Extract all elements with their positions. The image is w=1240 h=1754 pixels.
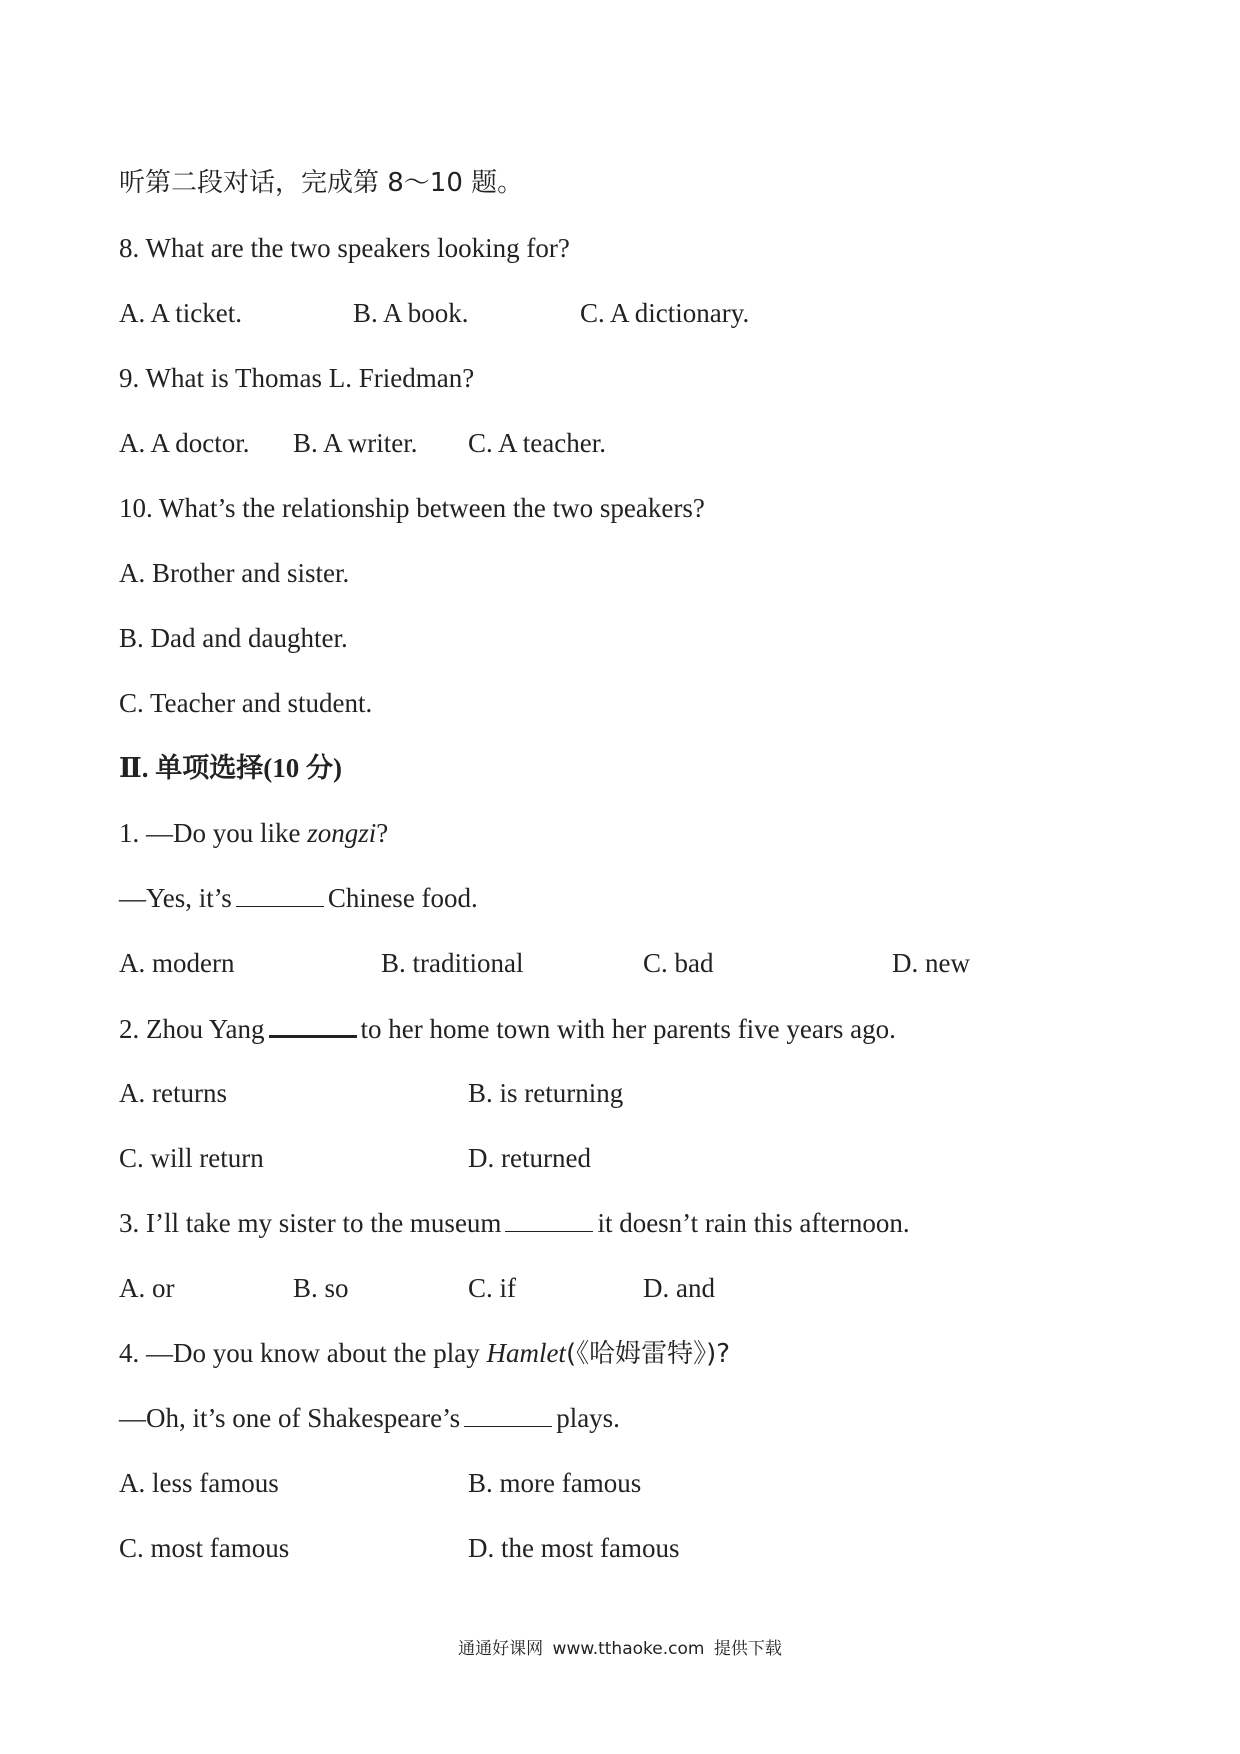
s2-option-b: B. is returning — [468, 1078, 624, 1108]
section-intro: 听第二段对话，完成第 8～10 题。 — [119, 168, 524, 198]
q8-option-c: C. A dictionary. — [580, 298, 750, 328]
answer-blank — [269, 1011, 357, 1038]
q9-option-c: C. A teacher. — [468, 428, 606, 458]
s1-option-c: C. bad — [643, 948, 714, 978]
s3-option-c: C. if — [468, 1273, 517, 1303]
s1-line1-prefix: 1. —Do you like — [119, 818, 308, 848]
s4-option-b: B. more famous — [468, 1468, 642, 1498]
q8-option-a: A. A ticket. — [119, 298, 242, 328]
single-choice-2 — [119, 1011, 896, 1045]
single-choice-4 — [119, 1336, 730, 1370]
s2-option-d: D. returned — [468, 1143, 591, 1173]
answer-blank — [505, 1207, 593, 1232]
answer-blank — [236, 882, 324, 907]
s1-option-b: B. traditional — [381, 948, 524, 978]
s2-prefix: 2. Zhou Yang — [119, 1014, 265, 1044]
s4-line1-prefix: 4. —Do you know about the play — [119, 1338, 487, 1368]
single-choice-1 — [119, 816, 388, 850]
q9-option-a: A. A doctor. — [119, 428, 250, 458]
s3-prefix: 3. I’ll take my sister to the museum — [119, 1208, 502, 1238]
section-2-heading: Ⅱ. 单项选择(10 分) — [119, 753, 342, 783]
q10-option-a: A. Brother and sister. — [119, 558, 350, 588]
s1-line1-italic: zongzi — [307, 818, 377, 848]
s2-option-a: A. returns — [119, 1078, 227, 1108]
s4-line1-italic: Hamlet — [486, 1338, 566, 1368]
s4-line2-prefix: —Oh, it’s one of Shakespeare’s — [119, 1403, 461, 1433]
s3-option-a: A. or — [119, 1273, 175, 1303]
q9-option-b: B. A writer. — [293, 428, 418, 458]
answer-blank — [464, 1402, 552, 1427]
question-8: 8. What are the two speakers looking for? — [119, 233, 570, 263]
s1-line1-suffix: ? — [376, 818, 389, 848]
q8-option-b: B. A book. — [353, 298, 469, 328]
s2-suffix: to her home town with her parents five years ago. — [360, 1014, 896, 1044]
s3-option-b: B. so — [293, 1273, 349, 1303]
q10-option-c: C. Teacher and student. — [119, 688, 373, 718]
s4-option-c: C. most famous — [119, 1533, 290, 1563]
s4-option-d: D. the most famous — [468, 1533, 680, 1563]
s2-option-c: C. will return — [119, 1143, 264, 1173]
page-footer: 通通好课网 www.tthaoke.com 提供下载 — [458, 1639, 782, 1659]
s4-line2-suffix: plays. — [556, 1403, 620, 1433]
s3-suffix: it doesn’t rain this afternoon. — [597, 1208, 910, 1238]
question-9: 9. What is Thomas L. Friedman? — [119, 363, 475, 393]
s1-option-d: D. new — [892, 948, 970, 978]
s1-answer-line — [119, 881, 478, 915]
question-10: 10. What’s the relationship between the two speakers? — [119, 493, 705, 523]
s3-option-d: D. and — [643, 1273, 715, 1303]
s4-line1-suffix: (《哈姆雷特》)? — [565, 1339, 731, 1369]
s1-line2-prefix: —Yes, it’s — [119, 883, 232, 913]
s4-answer-line — [119, 1401, 620, 1435]
s1-line2-suffix: Chinese food. — [327, 883, 478, 913]
s4-option-a: A. less famous — [119, 1468, 279, 1498]
s1-option-a: A. modern — [119, 948, 235, 978]
single-choice-3 — [119, 1206, 910, 1240]
q10-option-b: B. Dad and daughter. — [119, 623, 348, 653]
